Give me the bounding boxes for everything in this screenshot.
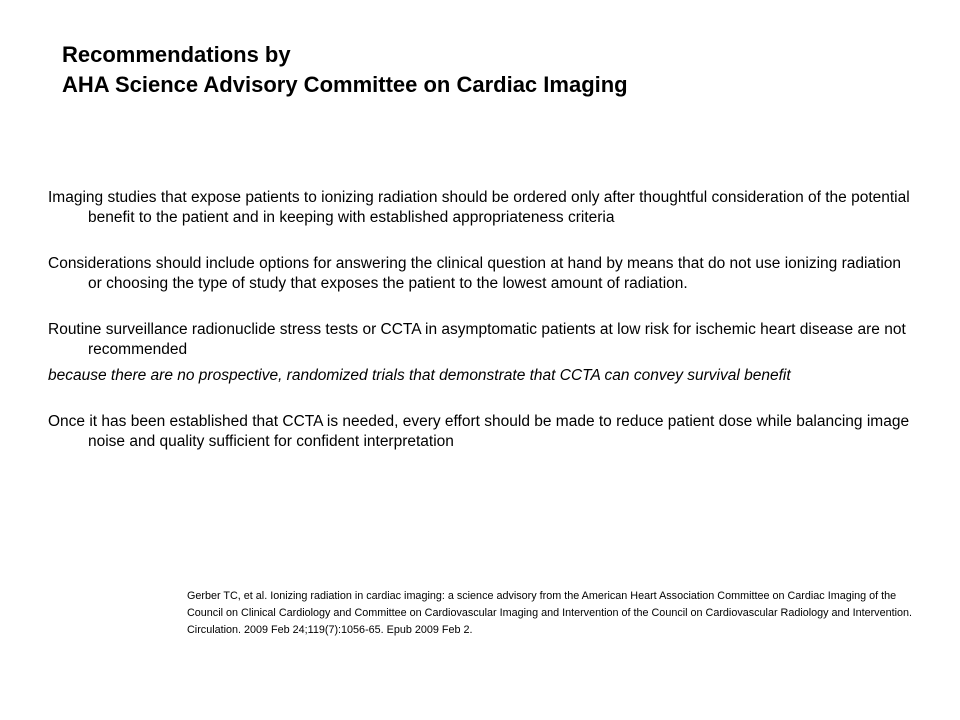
reference-citation: Gerber TC, et al. Ionizing radiation in cardiac imaging: a science advisory from the American Heart Association Committee on Cardiac Imaging of the Council on Clinical Cardiology and Committee on Cardiovascular Imaging and Intervention of the Council on Cardiovascular Radiology and Intervention. Circulation. 2009 Feb 24;119(7):1056-65. Epub 2009 Feb 2. [187, 590, 912, 636]
recommendation-ordering: Imaging studies that expose patients to ionizing radiation should be ordered only after thoughtful consideration of the potential benefit to the patient and in keeping with established appropriateness criteria [48, 189, 910, 226]
slide-title-line-1: Recommendations by [62, 42, 291, 67]
recommendation-dose-reduction: Once it has been established that CCTA is needed, every effort should be made to reduce patient dose while balancing image noise and quality sufficient for confident interpretation [48, 413, 910, 450]
slide-title-line-2: AHA Science Advisory Committee on Cardiac Imaging [62, 72, 628, 97]
recommendation-surveillance-reason: because there are no prospective, randomized trials that demonstrate that CCTA can convey survival benefit [48, 367, 791, 384]
slide-title [62, 40, 922, 100]
recommendation-alternatives: Considerations should include options for answering the clinical question at hand by means that do not use ionizing radiation or choosing the type of study that exposes the patient to the lowest amount of radiation. [48, 255, 902, 292]
recommendation-surveillance: Routine surveillance radionuclide stress tests or CCTA in asymptomatic patients at low risk for ischemic heart disease are not recommended [48, 321, 906, 358]
recommendations-body [48, 188, 918, 452]
